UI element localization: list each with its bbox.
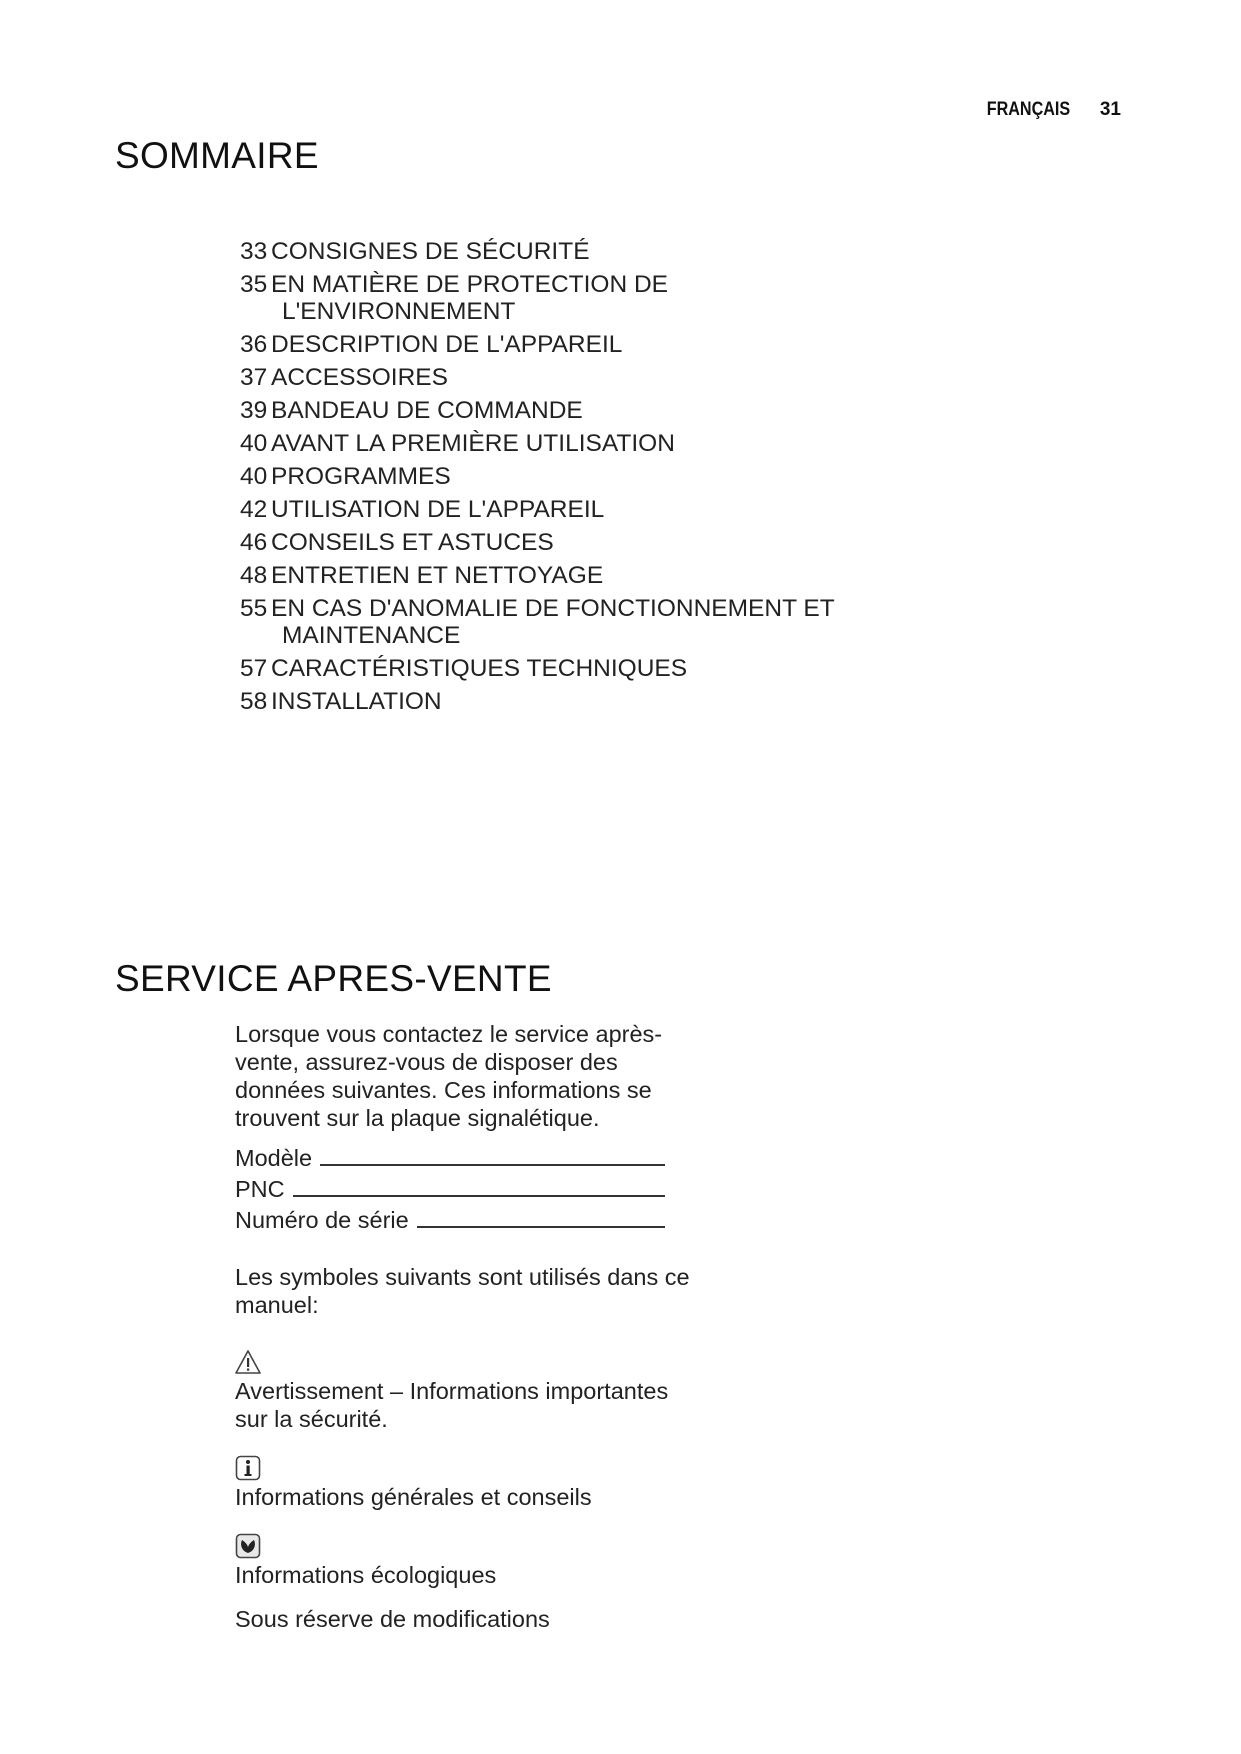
toc-item: [240, 331, 851, 358]
toc-item: [240, 562, 851, 589]
toc-item: [240, 430, 851, 457]
serial-blank-line: [417, 1204, 665, 1228]
toc-label: AVANT LA PREMIÈRE UTILISATION: [271, 430, 675, 457]
toc-item: [240, 238, 851, 265]
toc-page-number: 48: [240, 562, 268, 589]
toc-label: CONSEILS ET ASTUCES: [271, 529, 554, 556]
language-label: FRANÇAIS: [986, 99, 1070, 120]
toc-label: UTILISATION DE L'APPAREIL: [271, 496, 605, 523]
toc-label: CONSIGNES DE SÉCURITÉ: [271, 238, 590, 265]
sommaire-title: SOMMAIRE: [115, 135, 319, 176]
toc-item: [240, 529, 851, 556]
toc-label: ENTRETIEN ET NETTOYAGE: [271, 562, 604, 589]
symbol-info: [235, 1455, 695, 1511]
info-text: Informations générales et conseils: [235, 1484, 592, 1510]
model-label: Modèle: [235, 1145, 313, 1171]
toc-item: [240, 496, 851, 523]
pnc-label: PNC: [235, 1176, 285, 1202]
pnc-field: [235, 1173, 695, 1204]
toc-label: INSTALLATION: [271, 688, 442, 715]
toc-label-continued: L'ENVIRONNEMENT: [282, 298, 516, 325]
service-title: SERVICE APRES-VENTE: [115, 958, 552, 999]
toc-label: DESCRIPTION DE L'APPAREIL: [271, 331, 623, 358]
toc-page-number: 39: [240, 397, 268, 424]
warning-triangle-icon: [235, 1349, 261, 1375]
toc-label-continued: MAINTENANCE: [282, 622, 461, 649]
footer-note: Sous réserve de modifications: [235, 1606, 550, 1632]
serial-label: Numéro de série: [235, 1207, 409, 1233]
eco-leaf-icon: [235, 1533, 261, 1559]
symbol-eco: [235, 1533, 695, 1589]
toc-page-number: 57: [240, 655, 268, 682]
toc-item: [240, 364, 851, 391]
symbols-intro: Les symboles suivants sont utilisés dans ce manuel:: [235, 1264, 690, 1318]
toc-page-number: 36: [240, 331, 268, 358]
toc-item: [240, 655, 851, 682]
toc-page-number: 40: [240, 463, 268, 490]
info-icon: [235, 1455, 261, 1481]
toc-item: [240, 595, 851, 649]
toc-label: ACCESSOIRES: [271, 364, 448, 391]
model-field: [235, 1142, 695, 1173]
toc-page-number: 46: [240, 529, 268, 556]
toc-page-number: 40: [240, 430, 268, 457]
toc-item: [240, 463, 851, 490]
toc-page-number: 33: [240, 238, 268, 265]
toc-page-number: 55: [240, 595, 268, 622]
page-number: 31: [1099, 99, 1121, 120]
toc-label: EN CAS D'ANOMALIE DE FONCTIONNEMENT ET: [271, 595, 835, 622]
toc-page-number: 37: [240, 364, 268, 391]
toc-item: [240, 688, 851, 715]
toc-label: EN MATIÈRE DE PROTECTION DE: [271, 271, 669, 298]
toc-page-number: 35: [240, 271, 268, 298]
symbol-warning: [235, 1349, 695, 1433]
service-section: [235, 1020, 695, 1633]
toc-label: CARACTÉRISTIQUES TECHNIQUES: [271, 655, 688, 682]
serial-field: [235, 1204, 695, 1235]
toc-label: BANDEAU DE COMMANDE: [271, 397, 583, 424]
table-of-contents: [240, 238, 851, 721]
eco-text: Informations écologiques: [235, 1562, 497, 1588]
toc-page-number: 42: [240, 496, 268, 523]
pnc-blank-line: [293, 1173, 665, 1197]
toc-item: [240, 397, 851, 424]
model-blank-line: [320, 1142, 665, 1166]
warning-text: Avertissement – Informations importantes sur la sécurité.: [235, 1378, 669, 1432]
toc-item: [240, 271, 851, 325]
toc-label: PROGRAMMES: [271, 463, 451, 490]
page-header: [972, 99, 1121, 121]
toc-page-number: 58: [240, 688, 268, 715]
service-intro: Lorsque vous contactez le service après-vente, assurez-vous de disposer des données suivantes. Ces informations se trouvent sur la plaque signalétique.: [235, 1021, 663, 1131]
